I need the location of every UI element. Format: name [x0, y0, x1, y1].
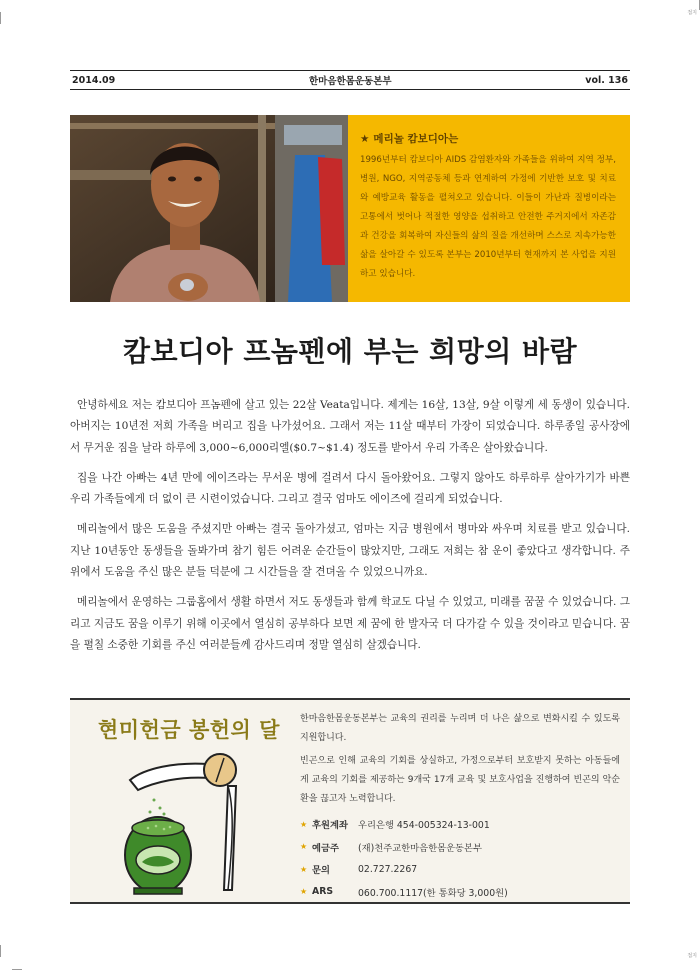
- info-box-heading: [360, 131, 616, 146]
- info-box-body: 1996년부터 캄보디아 AIDS 감염환자와 가족들을 위하여 지역 정부, 병원, NGO, 지역공동체 등과 연계하여 가정에 기반한 보호 및 치료와 예방교육 활동을 펼쳐오고 있습니다. 이들이 가난과 질병이라는 고통에서 벗어나 적절한 영양을 섭취하고 안전한 주거지에서 자존감과 건강을 회복하여 자신들의 삶의 질을 개선하며 스스로 지속가능한 삶을 살아갈 수 있도록 본부는 2010년부터 현재까지 본 사업을 지원하고 있습니다.: [360, 155, 616, 279]
- star-icon: ★: [300, 864, 308, 874]
- portrait-photo: [70, 115, 348, 302]
- star-icon: ★: [360, 133, 370, 145]
- ars-label: ARS: [312, 886, 334, 898]
- info-box-title: 메리놀 캄보디아는: [373, 133, 459, 145]
- star-icon: ★: [300, 819, 308, 829]
- donation-info-list: [300, 813, 620, 903]
- corner-mark-top: 접지: [687, 10, 697, 16]
- donation-info-row: [300, 858, 620, 881]
- ars-value: 060.700.1117(한 통화당 3,000원): [358, 887, 508, 899]
- crop-mark: [0, 12, 1, 24]
- star-icon: ★: [300, 887, 308, 897]
- maryknoll-info-box: [348, 115, 630, 302]
- account-holder-label: 예금주: [312, 842, 339, 854]
- crop-mark: [0, 945, 1, 957]
- donation-description-2: 빈곤으로 인해 교육의 기회를 상실하고, 가정으로부터 보호받지 못하는 아동들에게 교육의 기회를 제공하는 9개국 17개 교육 및 보호사업을 진행하여 빈곤의 악순환을 끊고자 노력합니다.: [300, 755, 620, 805]
- article-paragraph: 집을 나간 아빠는 4년 만에 에이즈라는 무서운 병에 걸려서 다시 돌아왔어요. 그렇지 않아도 하루하루 살아가기가 바쁜 우리 가족들에게 더 없이 큰 시련이었습니다. 그리고 결국 엄마도 에이즈에 걸리게 되었습니다.: [70, 471, 630, 506]
- donation-info-row: [300, 813, 620, 836]
- article-title: 캄보디아 프놈펜에 부는 희망의 바람: [122, 335, 578, 368]
- volume-number: vol. 136: [585, 74, 628, 86]
- issue-date: 2014.09: [72, 74, 116, 86]
- star-icon: ★: [300, 842, 308, 852]
- donation-box: [70, 698, 630, 904]
- article-paragraph: 메리놀에서 많은 도움을 주셨지만 아빠는 결국 돌아가셨고, 엄마는 지금 병원에서 병마와 싸우며 치료를 받고 있습니다. 지난 10년동안 동생들을 돌봐가며 참기 힘든 어려운 순간들이 많았지만, 그래도 저희는 참 운이 좋았다고 생각합니다. 주위에서 도움을 주신 많은 분들 덕분에 그 시간들을 잘 견뎌올 수 있었으니까요.: [70, 523, 630, 579]
- rice-jar-icon: [120, 750, 260, 895]
- donation-description: [300, 710, 620, 812]
- bank-account-label: 후원계좌: [312, 820, 348, 832]
- donation-info-row: [300, 836, 620, 859]
- corner-mark-bottom: 접지: [687, 953, 697, 959]
- page-header: [70, 70, 630, 90]
- donation-description-1: 한마음한몸운동본부는 교육의 권리를 누리며 더 나은 삶으로 변화시킬 수 있도록 지원합니다.: [300, 714, 620, 744]
- portrait-illustration: [70, 115, 348, 302]
- donation-title: 현미헌금 봉헌의 달: [98, 718, 280, 742]
- article-paragraph: 안녕하세요 저는 캄보디아 프놈펜에 살고 있는 22살 Veata입니다. 제게는 16살, 13살, 9살 이렇게 세 동생이 있습니다. 아버지는 10년전 저희 가족을 버리고 집을 나가셨어요. 그래서 저는 11살 때부터 가장이 되었습니다. 하루종일 공사장에서 무거운 짐을 날라 하루에 3,000~6,000리엘($0.7~$1.4) 정도를 받아서 우리 가족은 살아왔습니다.: [70, 399, 630, 454]
- hero-section: [70, 115, 630, 302]
- contact-value: 02.727.2267: [358, 863, 418, 875]
- contact-label: 문의: [312, 865, 330, 877]
- rice-offering-illustration: [120, 750, 260, 895]
- article-paragraph: 메리놀에서 운영하는 그룹홈에서 생활 하면서 저도 동생들과 함께 학교도 다닐 수 있었고, 미래를 꿈꿀 수 있었습니다. 그리고 지금도 꿈을 이루기 위해 이곳에서 열심히 공부하다 보면 제 꿈에 한 발자국 더 다가갈 수 있을 것이라고 믿습니다. 꿈을 펼칠 소중한 기회를 주신 여러분들께 감사드리며 정말 열심히 살겠습니다.: [70, 596, 630, 651]
- account-holder-value: (재)천주교한마음한몸운동본부: [358, 842, 483, 854]
- bank-account-value: 우리은행 454-005324-13-001: [358, 820, 490, 832]
- publisher-name: 한마음한몸운동본부: [308, 76, 392, 87]
- article-body: [70, 395, 630, 665]
- donation-info-row: [300, 881, 620, 904]
